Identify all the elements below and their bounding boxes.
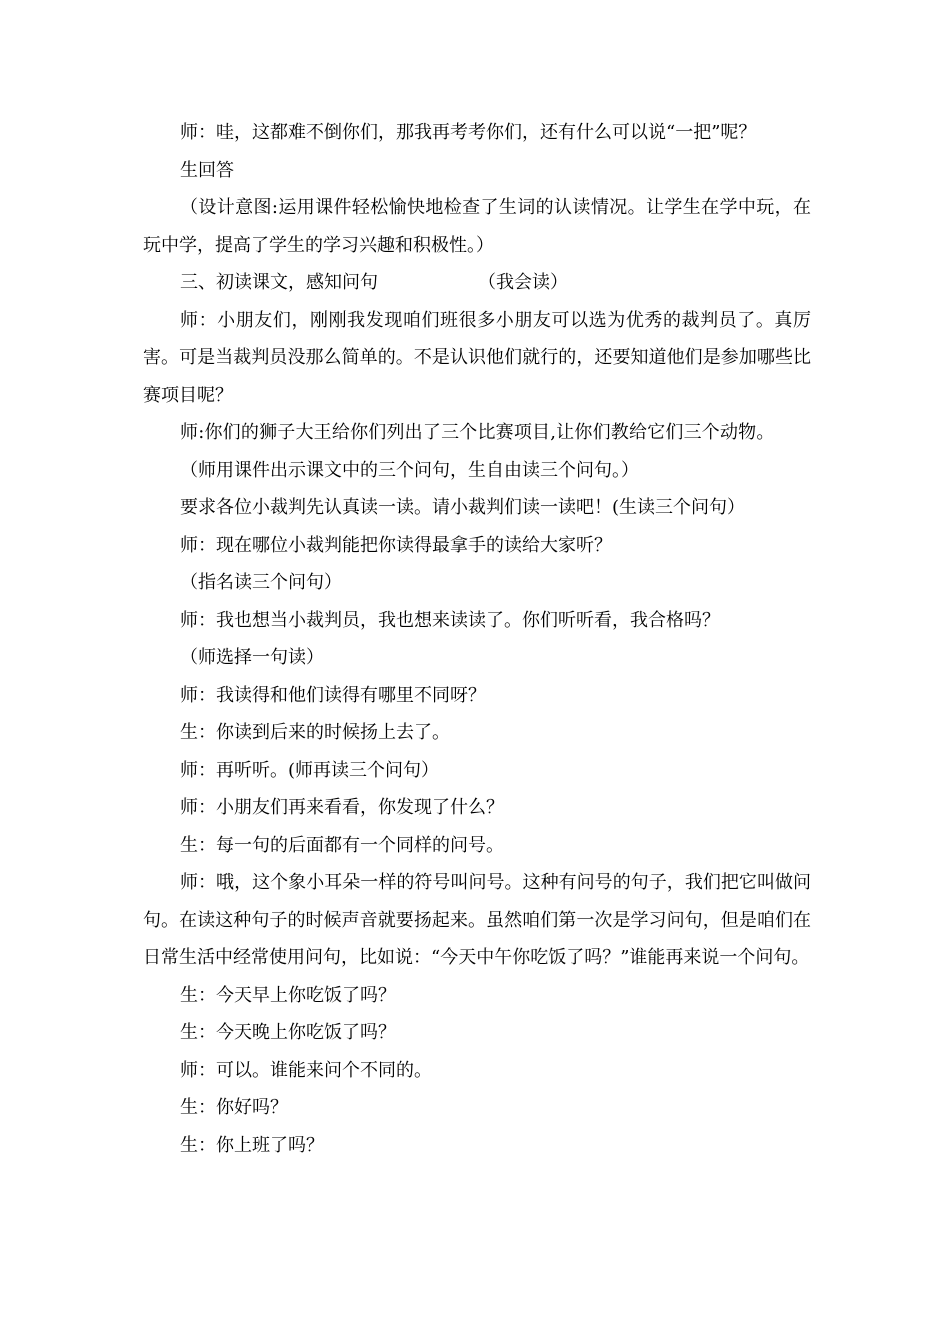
paragraph: 师：现在哪位小裁判能把你读得最拿手的读给大家听？ [180, 534, 612, 556]
paragraph: 生：每一句的后面都有一个同样的问号。 [180, 834, 504, 856]
paragraph: 师：我读得和他们读得有哪里不同呀？ [180, 684, 486, 706]
paragraph: （设计意图:运用课件轻松愉快地检查了生词的认读情况。让学生在学中玩，在玩中学，提高了学生的学习兴趣和积极性。） [143, 197, 811, 256]
section-heading-line [143, 264, 811, 302]
paragraph: 师：哇，这都难不倒你们，那我再考考你们，还有什么可以说“一把”呢？ [180, 122, 757, 143]
paragraph: 生回答 [180, 159, 234, 181]
paragraph: （师用课件出示课文中的三个问句，生自由读三个问句。） [180, 459, 639, 481]
paragraph: 师：我也想当小裁判员，我也想来读读了。你们听听看，我合格吗？ [180, 609, 720, 631]
paragraph: 生：你好吗？ [180, 1097, 288, 1118]
paragraph: 生：今天晚上你吃饭了吗？ [180, 1022, 396, 1043]
paragraph: （指名读三个问句） [180, 572, 342, 593]
paragraph: 要求各位小裁判先认真读一读。请小裁判们读一读吧！(生读三个问句） [180, 497, 746, 518]
paragraph: 生：你上班了吗？ [180, 1134, 324, 1156]
paragraph: （师选择一句读） [180, 647, 324, 668]
paragraph: 师：哦，这个象小耳朵一样的符号叫问号。这种有问号的句子，我们把它叫做问句。在读这种句子的时候声音就要扬起来。虽然咱们第一次是学习问句，但是咱们在日常生活中经常使用问句，比如说：“今天中午你吃饭了吗？”谁能再来说一个问句。 [143, 872, 811, 968]
paragraph: 师:你们的狮子大王给你们列出了三个比赛项目,让你们教给它们三个动物。 [180, 422, 775, 443]
section-note: （我会读） [478, 272, 568, 293]
paragraph: 师：小朋友们再来看看，你发现了什么？ [180, 797, 504, 818]
paragraph: 师：可以。谁能来问个不同的。 [180, 1059, 432, 1081]
paragraph: 生：你读到后来的时候扬上去了。 [180, 722, 450, 743]
paragraph: 生：今天早上你吃饭了吗？ [180, 984, 396, 1006]
paragraph: 师：小朋友们，刚刚我发现咱们班很多小朋友可以选为优秀的裁判员了。真厉害。可是当裁判员没那么简单的。不是认识他们就行的，还要知道他们是参加哪些比赛项目呢？ [143, 309, 811, 406]
document-body [143, 114, 811, 1164]
paragraph: 师：再听听。(师再读三个问句） [180, 759, 440, 781]
section-heading: 三、初读课文，感知问句 [180, 272, 378, 293]
